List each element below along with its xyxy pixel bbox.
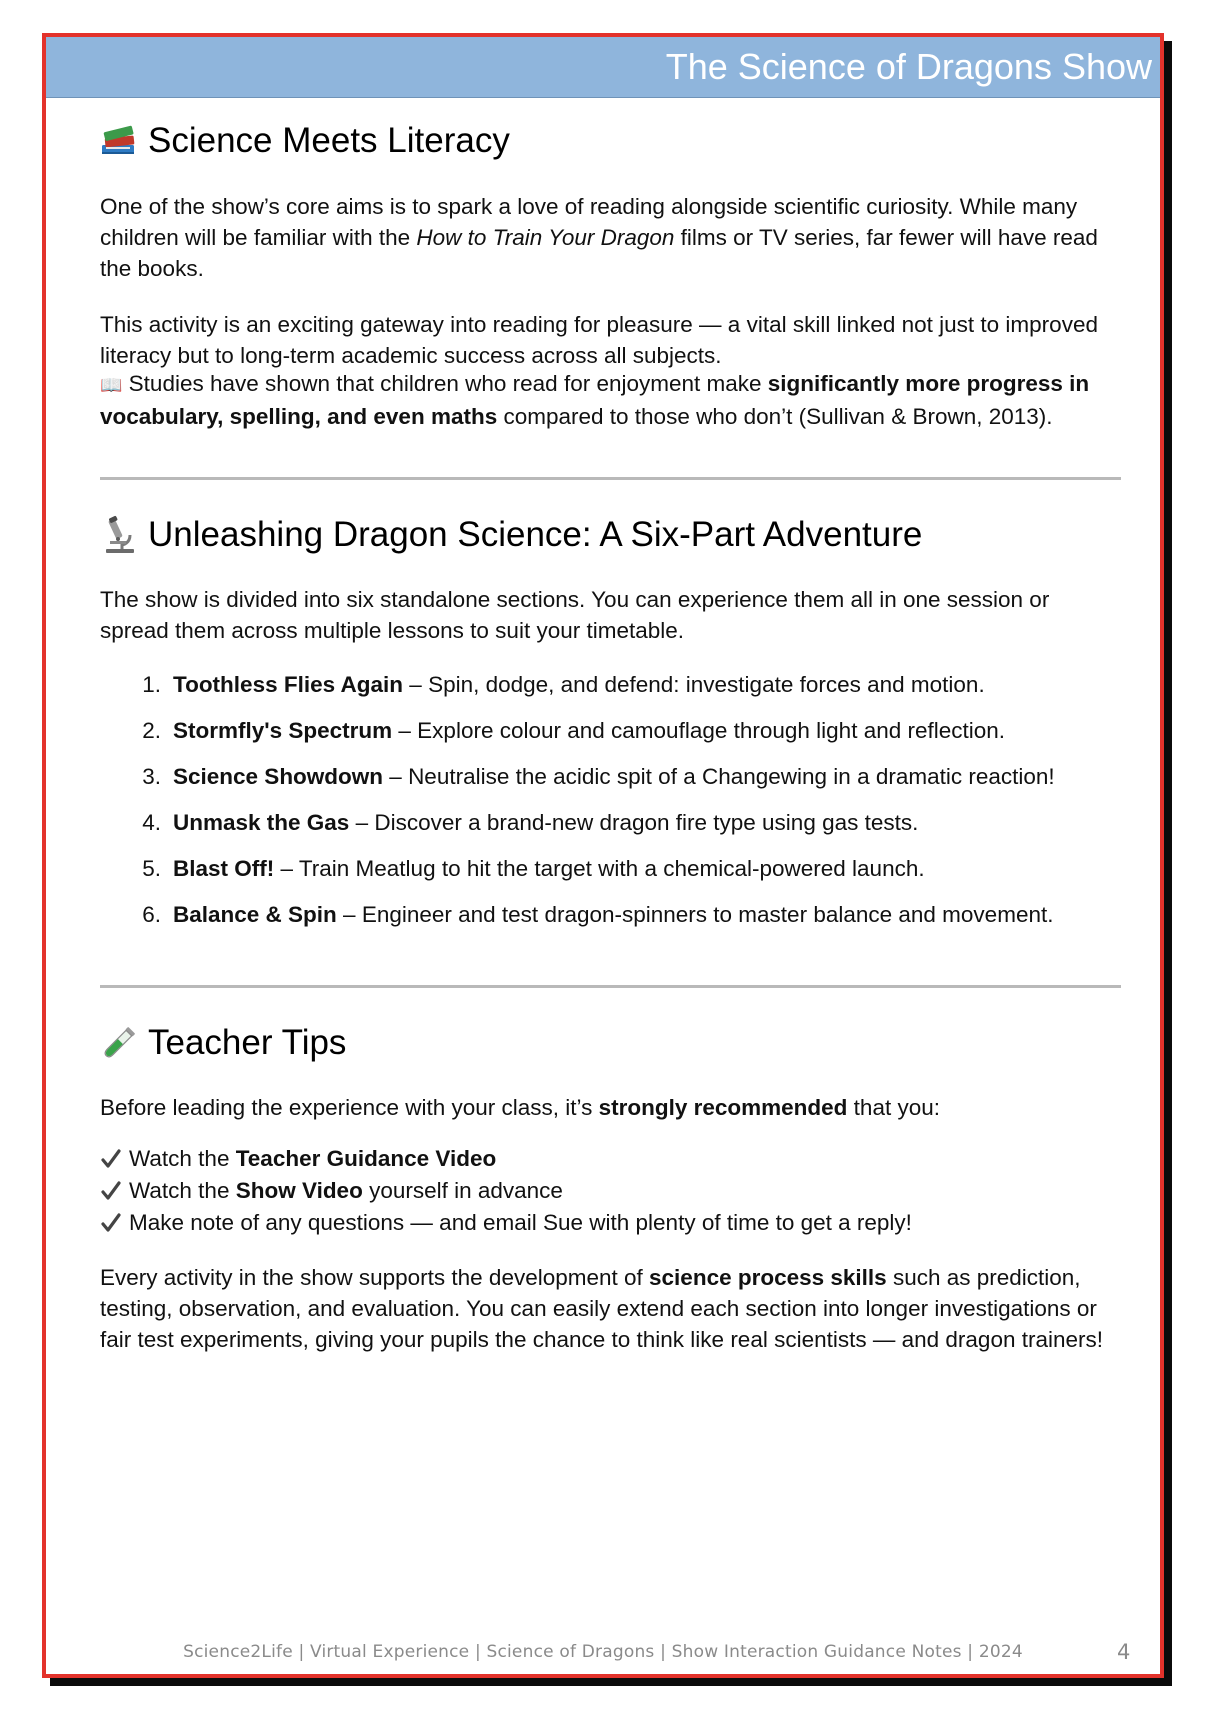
page-number: 4 — [1117, 1640, 1131, 1664]
literacy-paragraph-2: This activity is an exciting gateway into reading for pleasure — a vital skill linked not just to improved literacy but to long-term academic success across all subjects. — [100, 312, 1098, 368]
list-number: 3. — [142, 764, 161, 789]
text-run: that you: — [847, 1095, 940, 1120]
list-number: 1. — [142, 672, 161, 697]
tips-outro — [100, 1262, 1122, 1355]
literacy-paragraph-1 — [100, 191, 1122, 284]
text-run: Every activity in the show supports the development of — [100, 1265, 650, 1290]
list-item — [100, 899, 1122, 945]
literacy-paragraph-3 — [100, 368, 1122, 432]
text-run: One of the show’s core aims is to spark a love of reading alongside scientific curiosity. While many children will be familiar with the — [100, 194, 1078, 250]
page-content — [100, 97, 1122, 1355]
list-item-title: Blast Off! — [173, 856, 275, 881]
checklist-item — [100, 1173, 1122, 1208]
text-run: Watch the — [129, 1146, 236, 1171]
adventure-intro: The show is divided into six standalone sections. You can experience them all in one session or spread them across multiple lessons to suit your timetable. — [100, 587, 1050, 643]
list-number: 4. — [142, 810, 161, 835]
section-heading-text: Science Meets Literacy — [148, 121, 510, 160]
list-number: 2. — [142, 718, 161, 743]
section-divider — [100, 477, 1121, 480]
section-heading-tips — [100, 1021, 1122, 1065]
text-run: Before leading the experience with your class, it’s — [100, 1095, 599, 1120]
list-item — [100, 807, 1122, 853]
text-run: compared to those who don’t (Sullivan & Brown, 2013). — [497, 404, 1053, 429]
list-item — [100, 669, 1122, 715]
bold-text: Show Video — [235, 1178, 363, 1203]
text-run: Studies have shown that children who read for enjoyment make — [122, 371, 768, 396]
text-run: yourself in advance — [362, 1178, 563, 1203]
open-book-icon: 📖 — [100, 375, 123, 396]
list-item-title: Toothless Flies Again — [173, 672, 404, 697]
checklist — [100, 1141, 1122, 1240]
text-run: such as prediction, testing, observation, and evaluation. You can easily extend each section into longer investigations or fair test experiments, giving your pupils the chance to think like real scientists — and dragon trainers! — [100, 1265, 1103, 1352]
checklist-item — [100, 1141, 1122, 1176]
list-item-desc: – Engineer and test dragon-spinners to master balance and movement. — [336, 902, 1054, 927]
list-item — [100, 761, 1122, 807]
text-run: Make note of any questions — and email Sue with plenty of time to get a reply! — [129, 1210, 912, 1235]
tips-intro — [100, 1092, 1122, 1123]
book-title: How to Train Your Dragon — [416, 225, 675, 250]
checklist-item — [100, 1205, 1122, 1240]
books-icon — [100, 121, 138, 161]
list-item-title: Unmask the Gas — [173, 810, 350, 835]
list-number: 5. — [142, 856, 161, 881]
header-title: The Science of Dragons Show — [665, 46, 1152, 87]
text-run: films or TV series, far fewer will have read the books. — [100, 225, 1098, 281]
section-heading-text: Unleashing Dragon Science: A Six-Part Adventure — [148, 515, 923, 554]
section-heading-literacy — [100, 119, 1122, 163]
section-divider — [100, 985, 1121, 988]
bold-text: significantly more progress in vocabulary, spelling, and even maths — [100, 371, 1090, 429]
check-mark-icon — [100, 1212, 122, 1234]
bold-text: Teacher Guidance Video — [235, 1146, 497, 1171]
list-item-title: Science Showdown — [173, 764, 384, 789]
bold-text: strongly recommended — [598, 1095, 848, 1120]
list-item-desc: – Discover a brand-new dragon fire type using gas tests. — [349, 810, 919, 835]
list-item-desc: – Neutralise the acidic spit of a Changewing in a dramatic reaction! — [383, 764, 1055, 789]
header-bar — [46, 37, 1160, 98]
test-tube-icon — [100, 1023, 138, 1063]
list-item-desc: – Spin, dodge, and defend: investigate forces and motion. — [403, 672, 985, 697]
text-run: Watch the — [129, 1178, 236, 1203]
adventure-list — [100, 669, 1122, 945]
microscope-icon — [100, 515, 138, 555]
list-number: 6. — [142, 902, 161, 927]
list-item — [100, 853, 1122, 899]
section-heading-adventure — [100, 513, 1122, 557]
list-item-desc: – Explore colour and camouflage through light and reflection. — [392, 718, 1006, 743]
footer-text: Science2Life | Virtual Experience | Science of Dragons | Show Interaction Guidance Notes | 2024 — [183, 1642, 1023, 1662]
section-heading-text: Teacher Tips — [148, 1023, 347, 1062]
document-page — [42, 33, 1164, 1678]
check-mark-icon — [100, 1180, 122, 1202]
list-item-title: Stormfly's Spectrum — [173, 718, 393, 743]
list-item-title: Balance & Spin — [173, 902, 337, 927]
bold-text: science process skills — [649, 1265, 887, 1290]
list-item — [100, 715, 1122, 761]
check-mark-icon — [100, 1148, 122, 1170]
list-item-desc: – Train Meatlug to hit the target with a chemical-powered launch. — [274, 856, 925, 881]
